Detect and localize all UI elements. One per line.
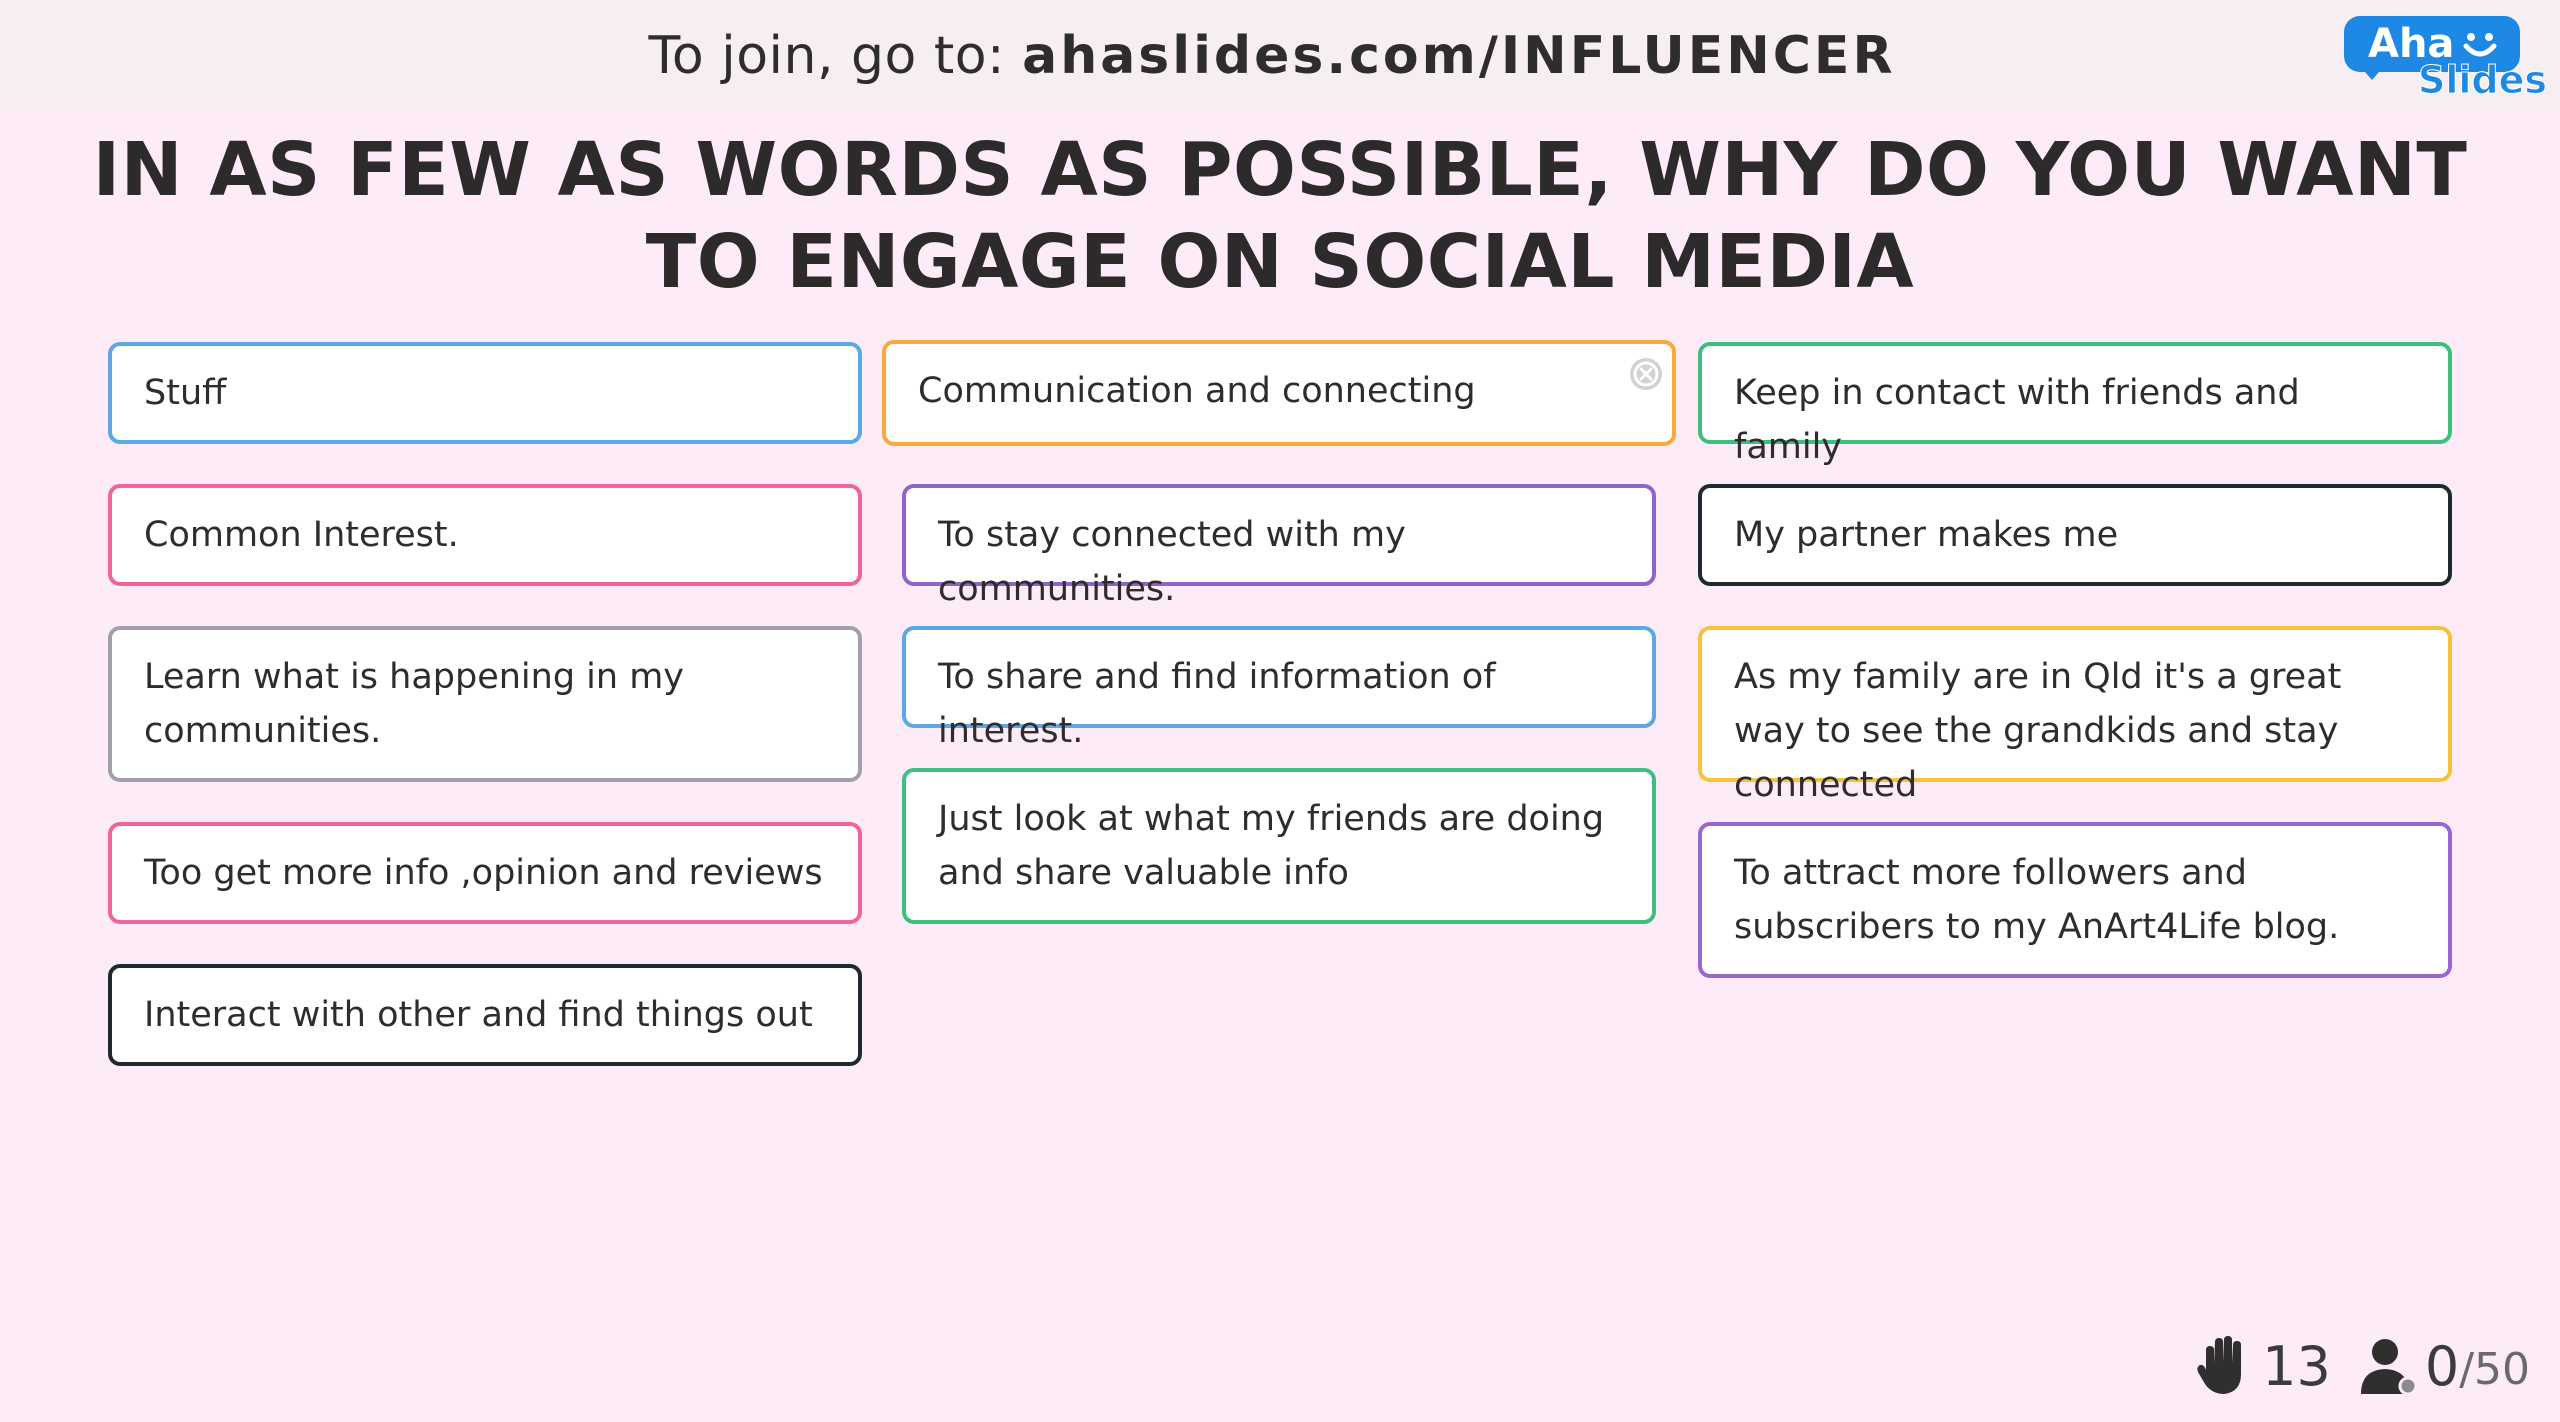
response-text: Too get more info ,opinion and reviews xyxy=(144,853,823,893)
logo-bottom-text: Slides xyxy=(2418,58,2548,102)
join-prefix: To join, go to: xyxy=(648,26,1023,86)
response-card xyxy=(1698,342,2452,467)
response-card xyxy=(882,340,1676,446)
response-card xyxy=(1698,626,2452,805)
response-card xyxy=(108,484,862,586)
response-card xyxy=(1698,484,2452,586)
response-text: To stay connected with my communities. xyxy=(938,515,1406,609)
footer-stats xyxy=(2196,1326,2530,1406)
response-text: To share and find information of interest. xyxy=(938,657,1496,751)
response-card xyxy=(1698,822,2452,978)
participants-max: /50 xyxy=(2459,1343,2530,1395)
user-icon xyxy=(2359,1336,2419,1396)
response-text: To attract more followers and subscribers to my AnArt4Life blog. xyxy=(1734,853,2340,947)
response-text: As my family are in Qld it's a great way to see the grandkids and stay connected xyxy=(1734,657,2342,805)
response-card xyxy=(108,822,862,924)
response-text: Common Interest. xyxy=(144,515,459,555)
join-url[interactable]: ahaslides.com/INFLUENCER xyxy=(1022,26,1896,86)
response-text: My partner makes me xyxy=(1734,515,2119,555)
response-text: Keep in contact with friends and family xyxy=(1734,373,2300,467)
reactions-count: 13 xyxy=(2262,1334,2331,1398)
raised-hand-icon[interactable] xyxy=(2196,1336,2252,1396)
close-icon[interactable] xyxy=(1628,356,1664,392)
response-text: Learn what is happening in my communities. xyxy=(144,657,685,751)
response-card xyxy=(902,768,1656,924)
participants-count: 0 xyxy=(2424,1334,2460,1398)
question-title: IN AS FEW AS WORDS AS POSSIBLE, WHY DO YOU WANT TO ENGAGE ON SOCIAL MEDIA xyxy=(92,127,2468,305)
response-text: Communication and connecting xyxy=(918,371,1476,411)
response-card xyxy=(902,484,1656,609)
response-card xyxy=(108,964,862,1066)
response-card xyxy=(902,626,1656,751)
response-text: Just look at what my friends are doing and share valuable info xyxy=(938,799,1605,893)
response-card xyxy=(108,626,862,782)
response-text: Stuff xyxy=(144,373,227,413)
response-card xyxy=(108,342,862,444)
logo-top-text: Aha xyxy=(2368,21,2455,67)
response-text: Interact with other and find things out xyxy=(144,995,813,1035)
